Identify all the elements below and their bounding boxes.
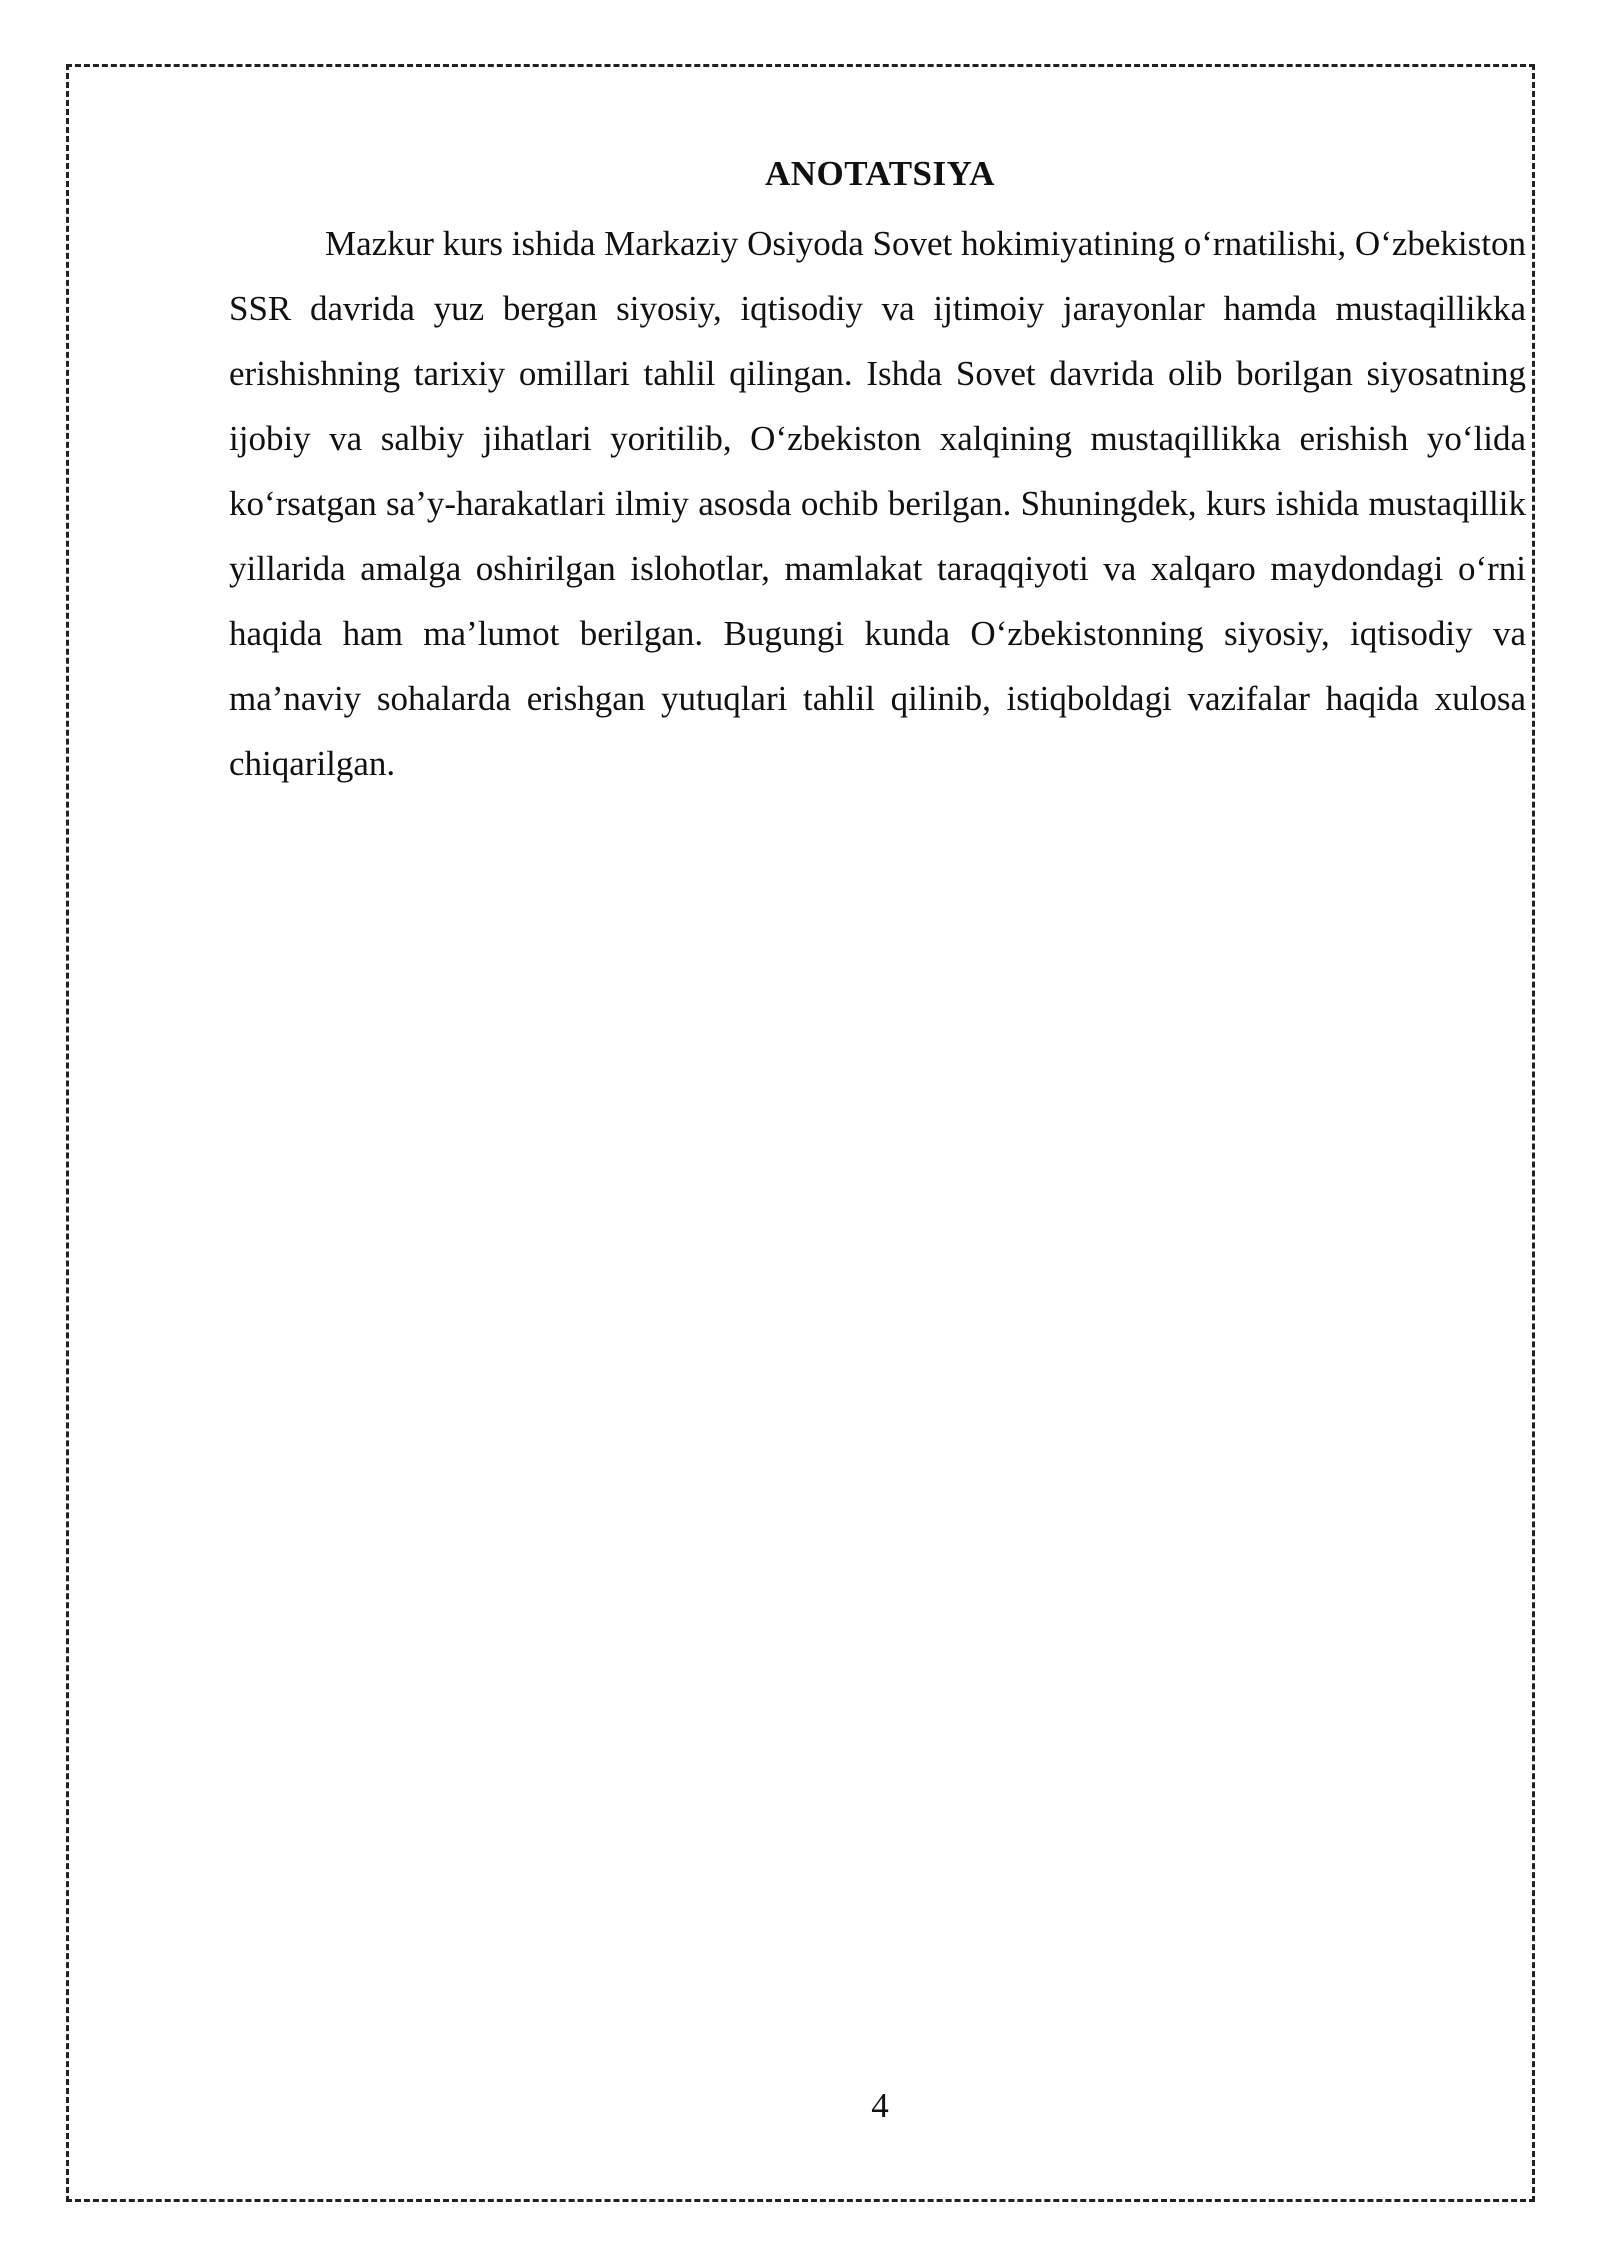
abstract-paragraph: Mazkur kurs ishida Markaziy Osiyoda Sovet hokimiyatining o‘rnatilishi, O‘zbekiston SSR davrida yuz bergan siyosiy, iqtisodiy va ijtimoiy jarayonlar hamda mustaqillikka erishishning tarixiy omillari tahlil qilingan. Ishda Sovet davrida olib borilgan siyosatning ijobiy va salbiy jihatlari yoritilib, O‘zbekiston xalqining mustaqillikka erishish yo‘lida ko‘rsatgan sa’y-harakatlari ilmiy asosda ochib berilgan. Shuningdek, kurs ishida mustaqillik yillarida amalga oshirilgan islohotlar, mamlakat taraqqiyoti va xalqaro maydondagi o‘rni haqida ham ma’lumot berilgan. Bugungi kunda O‘zbekistonning siyosiy, iqtisodiy va ma’naviy sohalarda erishgan yutuqlari tahlil qilinib, istiqboldagi vazifalar haqida xulosa chiqarilgan. [229, 224, 1526, 783]
document-title: ANOTATSIYA [765, 154, 995, 193]
page-number: 4 [871, 2086, 889, 2125]
